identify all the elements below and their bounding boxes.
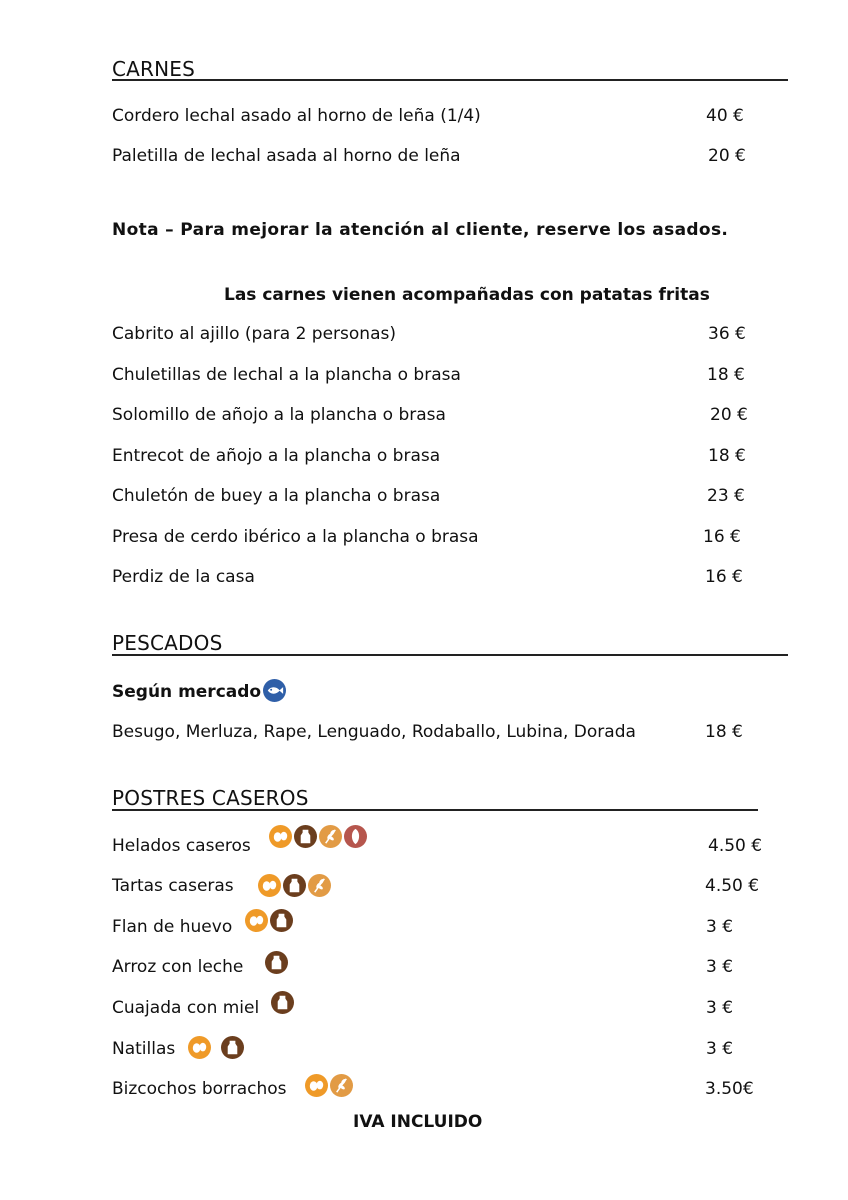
section-title-postres: POSTRES CASEROS bbox=[112, 786, 309, 810]
menu-item-name: Perdiz de la casa bbox=[112, 567, 255, 587]
menu-item-name: Entrecot de añojo a la plancha o brasa bbox=[112, 446, 441, 466]
nuts-icon bbox=[344, 825, 367, 848]
section-subtitle: Las carnes vienen acompañadas con patatas fritas bbox=[224, 285, 710, 305]
egg-icon bbox=[269, 825, 292, 848]
milk-icon bbox=[283, 874, 306, 897]
divider-carnes bbox=[112, 79, 788, 81]
menu-item-price: 3.50€ bbox=[705, 1079, 754, 1099]
divider-pescados bbox=[112, 654, 788, 656]
allergen-icons bbox=[258, 874, 331, 897]
menu-item-price: 18 € bbox=[707, 365, 745, 385]
menu-item-price: 4.50 € bbox=[705, 876, 760, 896]
menu-item-name: Chuletillas de lechal a la plancha o brasa bbox=[112, 365, 461, 385]
milk-icon bbox=[271, 991, 294, 1014]
milk-icon bbox=[270, 909, 293, 932]
divider-postres bbox=[112, 809, 758, 811]
fish-icon bbox=[263, 679, 286, 702]
egg-icon bbox=[258, 874, 281, 897]
reservation-note: Nota – Para mejorar la atención al cliente, reserve los asados. bbox=[112, 220, 729, 240]
menu-item-name: Cordero lechal asado al horno de leña (1/4) bbox=[112, 106, 481, 126]
tax-footer: IVA INCLUIDO bbox=[353, 1112, 483, 1132]
menu-item-name: Presa de cerdo ibérico a la plancha o brasa bbox=[112, 527, 479, 547]
section-title-pescados: PESCADOS bbox=[112, 631, 223, 655]
menu-item-price: 3 € bbox=[706, 957, 734, 977]
menu-item-name: Chuletón de buey a la plancha o brasa bbox=[112, 486, 441, 506]
milk-icon bbox=[221, 1036, 244, 1059]
section-subtitle: Según mercado bbox=[112, 682, 262, 702]
allergen-icons bbox=[245, 909, 293, 932]
section-title-carnes: CARNES bbox=[112, 57, 196, 81]
menu-item-price: 23 € bbox=[707, 486, 745, 506]
menu-item-price: 3 € bbox=[706, 998, 734, 1018]
menu-item-price: 18 € bbox=[708, 446, 746, 466]
menu-item-name: Cabrito al ajillo (para 2 personas) bbox=[112, 324, 396, 344]
menu-item-price: 20 € bbox=[708, 146, 746, 166]
egg-icon bbox=[188, 1036, 211, 1059]
allergen-icons bbox=[265, 951, 288, 974]
milk-icon bbox=[265, 951, 288, 974]
menu-item-name: Helados caseros bbox=[112, 836, 251, 856]
menu-item-price: 3 € bbox=[706, 1039, 734, 1059]
menu-item-name: Tartas caseras bbox=[112, 876, 234, 896]
egg-icon bbox=[245, 909, 268, 932]
menu-item-price: 16 € bbox=[703, 527, 741, 547]
menu-item-price: 36 € bbox=[708, 324, 746, 344]
menu-item-name: Besugo, Merluza, Rape, Lenguado, Rodaballo, Lubina, Dorada bbox=[112, 722, 636, 742]
allergen-icons bbox=[271, 991, 294, 1014]
menu-item-price: 3 € bbox=[706, 917, 734, 937]
gluten-icon bbox=[308, 874, 331, 897]
allergen-icons bbox=[188, 1036, 244, 1059]
menu-item-name: Bizcochos borrachos bbox=[112, 1079, 287, 1099]
menu-item-name: Solomillo de añojo a la plancha o brasa bbox=[112, 405, 446, 425]
allergen-icons bbox=[269, 825, 367, 848]
milk-icon bbox=[294, 825, 317, 848]
menu-item-name: Natillas bbox=[112, 1039, 176, 1059]
menu-item-price: 20 € bbox=[710, 405, 748, 425]
egg-icon bbox=[305, 1074, 328, 1097]
menu-item-name: Flan de huevo bbox=[112, 917, 233, 937]
menu-item-price: 18 € bbox=[705, 722, 743, 742]
menu-item-price: 4.50 € bbox=[708, 836, 763, 856]
menu-item-name: Cuajada con miel bbox=[112, 998, 260, 1018]
menu-item-price: 40 € bbox=[706, 106, 744, 126]
allergen-icons bbox=[305, 1074, 353, 1097]
menu-item-name: Arroz con leche bbox=[112, 957, 244, 977]
gluten-icon bbox=[330, 1074, 353, 1097]
menu-item-price: 16 € bbox=[705, 567, 743, 587]
menu-item-name: Paletilla de lechal asada al horno de leña bbox=[112, 146, 461, 166]
gluten-icon bbox=[319, 825, 342, 848]
